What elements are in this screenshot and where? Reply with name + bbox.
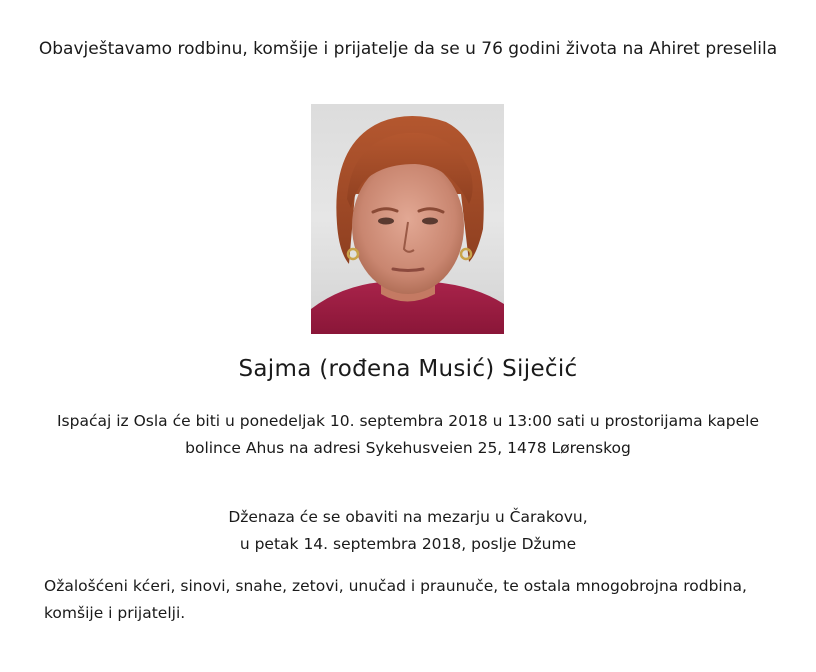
funeral-home-line-1: Ispaćaj iz Osla će biti u ponedeljak 10. septembra 2018 u 13:00 sati u prostorijama kapele xyxy=(56,412,760,430)
announcement-intro: Obavještavamo rodbinu, komšije i prijatelje da se u 76 godini života na Ahiret preselila xyxy=(38,39,778,59)
funeral-home-info xyxy=(20,408,796,462)
deceased-name: Sajma (rođena Musić) Siječić xyxy=(238,356,578,382)
mourners-line-1: Ožalošćeni kćeri, sinovi, snahe, zetovi, unučad i praunuče, te ostala mnogobrojna rodbina, xyxy=(44,577,747,595)
burial-line-1: Dženaza će se obaviti na mezarju u Čarakovu, xyxy=(228,508,588,526)
portrait-photo xyxy=(311,104,504,334)
burial-info xyxy=(20,504,796,558)
funeral-home-line-2: bolince Ahus na adresi Sykehusveien 25, 1478 Lørenskog xyxy=(185,439,631,457)
burial-line-2: u petak 14. septembra 2018, poslje Džume xyxy=(239,535,577,553)
mourners-line-2: komšije i prijatelji. xyxy=(44,604,186,622)
mourners-list xyxy=(44,573,784,627)
